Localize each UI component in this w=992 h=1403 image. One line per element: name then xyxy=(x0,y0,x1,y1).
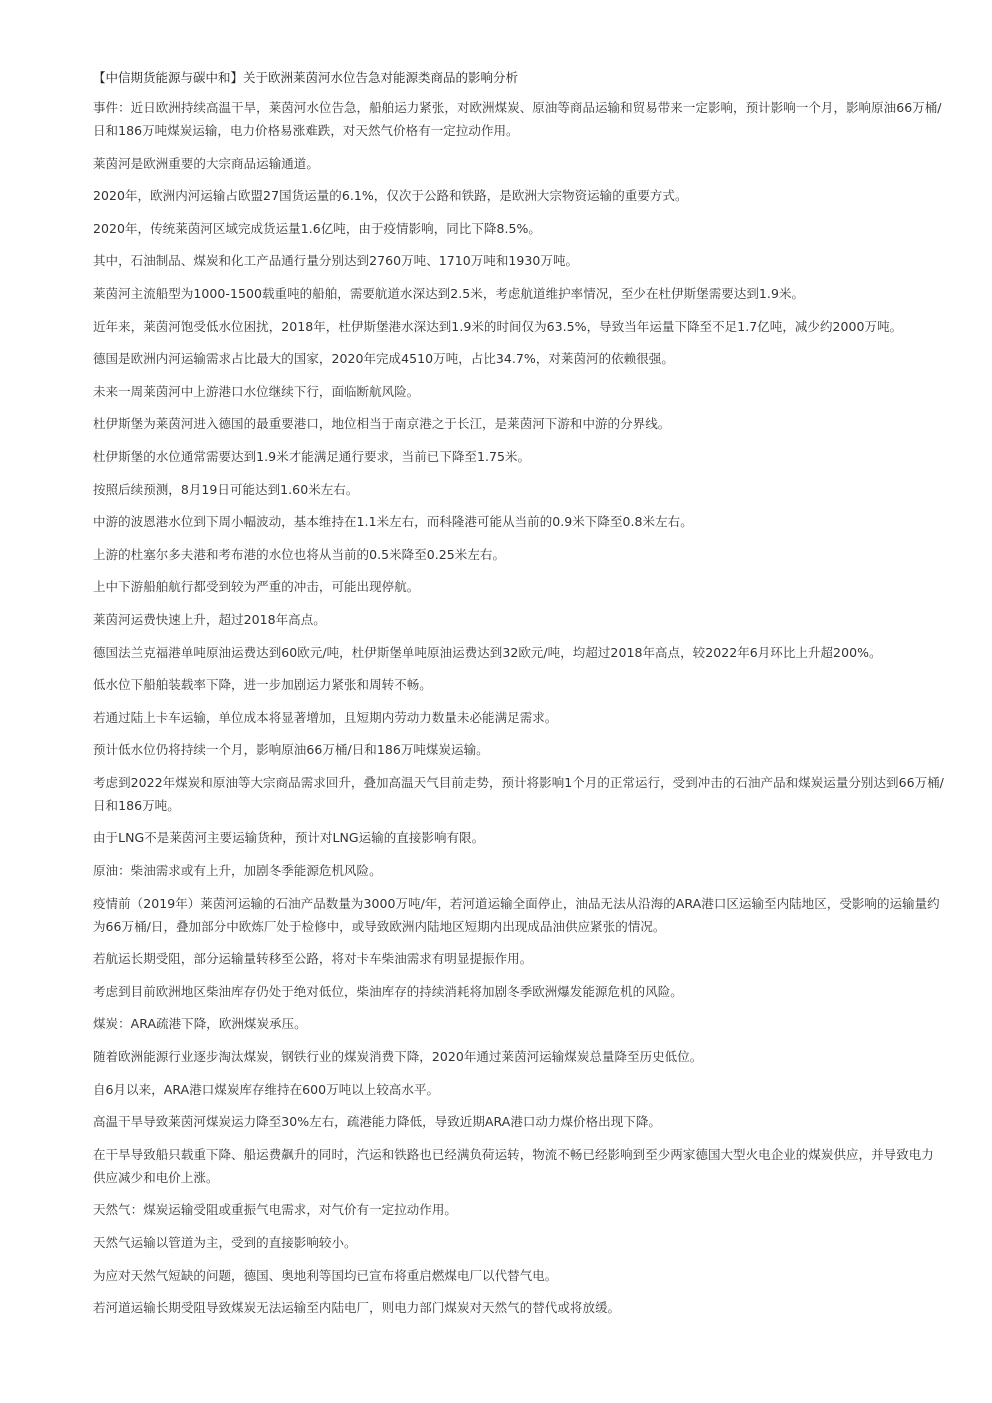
paragraph: 低水位下船舶装载率下降，进一步加剧运力紧张和周转不畅。 xyxy=(93,677,432,693)
paragraph: 未来一周莱茵河中上游港口水位继续下行，面临断航风险。 xyxy=(93,383,420,399)
document-title: 【中信期货能源与碳中和】关于欧洲莱茵河水位告急对能源类商品的影响分析 xyxy=(93,70,519,85)
paragraph: 在干旱导致船只载重下降、船运费飙升的同时，汽运和铁路也已经满负荷运转，物流不畅已经影响到至少两家德国大型火电企业的煤炭供应，并导致电力供应减少和电价上涨。 xyxy=(93,1146,934,1185)
paragraph: 疫情前（2019年）莱茵河运输的石油产品数量为3000万吨/年，若河道运输全面停止，油品无法从沿海的ARA港口区运输至内陆地区，受影响的运输量约为66万桶/日，叠加部分中欧炼厂处于检修中，或导致欧洲内陆地区短期内出现成品油供应紧张的情况。 xyxy=(93,895,940,934)
paragraph: 按照后续预测，8月19日可能达到1.60米左右。 xyxy=(93,481,359,497)
paragraph: 杜伊斯堡的水位通常需要达到1.9米才能满足通行要求，当前已下降至1.75米。 xyxy=(93,448,531,464)
paragraph: 煤炭：ARA疏港下降，欧洲煤炭承压。 xyxy=(93,1016,307,1032)
paragraph: 其中，石油制品、煤炭和化工产品通行量分别达到2760万吨、1710万吨和1930万吨。 xyxy=(93,253,579,269)
paragraph: 近年来，莱茵河饱受低水位困扰，2018年，杜伊斯堡港水深达到1.9米的时间仅为63.5%，导致当年运量下降至不足1.7亿吨，减少约2000万吨。 xyxy=(93,318,903,334)
paragraph: 预计低水位仍将持续一个月，影响原油66万桶/日和186万吨煤炭运输。 xyxy=(93,742,489,758)
paragraph: 2020年，欧洲内河运输占欧盟27国货运量的6.1%，仅次于公路和铁路，是欧洲大宗物资运输的重要方式。 xyxy=(93,188,688,204)
paragraph: 德国是欧洲内河运输需求占比最大的国家，2020年完成4510万吨，占比34.7%，对莱茵河的依赖很强。 xyxy=(93,351,674,367)
paragraph: 2020年，传统莱茵河区域完成货运量1.6亿吨，由于疫情影响，同比下降8.5%。 xyxy=(93,220,541,236)
paragraph: 莱茵河主流船型为1000-1500载重吨的船舶，需要航道水深达到2.5米，考虑航道维护率情况，至少在杜伊斯堡需要达到1.9米。 xyxy=(93,285,805,301)
paragraph: 上游的杜塞尔多夫港和考布港的水位也将从当前的0.5米降至0.25米左右。 xyxy=(93,546,506,562)
paragraph: 中游的波恩港水位到下周小幅波动，基本维持在1.1米左右，而科隆港可能从当前的0.9米下降至0.8米左右。 xyxy=(93,514,693,530)
paragraph: 原油：柴油需求或有上升，加剧冬季能源危机风险。 xyxy=(93,863,382,879)
paragraph: 杜伊斯堡为莱茵河进入德国的最重要港口，地位相当于南京港之于长江，是莱茵河下游和中游的分界线。 xyxy=(93,416,671,432)
paragraph: 若河道运输长期受阻导致煤炭无法运输至内陆电厂，则电力部门煤炭对天然气的替代或将放缓。 xyxy=(93,1300,621,1316)
document-body xyxy=(93,96,945,1319)
paragraph: 德国法兰克福港单吨原油运费达到60欧元/吨，杜伊斯堡单吨原油运费达到32欧元/吨，均超过2018年高点，较2022年6月环比上升超200%。 xyxy=(93,644,882,660)
paragraph: 若航运长期受阻，部分运输量转移至公路，将对卡车柴油需求有明显提振作用。 xyxy=(93,951,533,967)
paragraph: 事件：近日欧洲持续高温干旱，莱茵河水位告急，船舶运力紧张，对欧洲煤炭、原油等商品运输和贸易带来一定影响，预计影响一个月，影响原油66万桶/日和186万吨煤炭运输，电力价格易涨难跌，对天然气价格有一定拉动作用。 xyxy=(93,100,942,138)
paragraph: 考虑到目前欧洲地区柴油库存仍处于绝对低位，柴油库存的持续消耗将加剧冬季欧洲爆发能源危机的风险。 xyxy=(93,983,683,999)
paragraph: 由于LNG不是莱茵河主要运输货种，预计对LNG运输的直接影响有限。 xyxy=(93,830,485,846)
paragraph: 高温干旱导致莱茵河煤炭运力降至30%左右，疏港能力降低，导致近期ARA港口动力煤价格出现下降。 xyxy=(93,1114,661,1130)
paragraph: 天然气：煤炭运输受阻或重振气电需求，对气价有一定拉动作用。 xyxy=(93,1202,457,1218)
paragraph: 考虑到2022年煤炭和原油等大宗商品需求回升，叠加高温天气目前走势，预计将影响1个月的正常运行，受到冲击的石油产品和煤炭运量分别达到66万桶/日和186万吨。 xyxy=(93,774,944,813)
paragraph: 莱茵河运费快速上升，超过2018年高点。 xyxy=(93,611,326,627)
paragraph: 天然气运输以管道为主，受到的直接影响较小。 xyxy=(93,1235,357,1250)
paragraph: 莱茵河是欧洲重要的大宗商品运输通道。 xyxy=(93,155,319,171)
paragraph: 自6月以来，ARA港口煤炭库存维持在600万吨以上较高水平。 xyxy=(93,1081,440,1097)
paragraph: 上中下游船舶航行都受到较为严重的冲击，可能出现停航。 xyxy=(93,579,420,595)
paragraph: 若通过陆上卡车运输，单位成本将显著增加，且短期内劳动力数量未必能满足需求。 xyxy=(93,709,558,725)
paragraph: 为应对天然气短缺的问题，德国、奥地利等国均已宣布将重启燃煤电厂以代替气电。 xyxy=(93,1267,558,1283)
paragraph: 随着欧洲能源行业逐步淘汰煤炭，钢铁行业的煤炭消费下降，2020年通过莱茵河运输煤炭总量降至历史低位。 xyxy=(93,1049,703,1065)
document-page xyxy=(93,68,945,1329)
